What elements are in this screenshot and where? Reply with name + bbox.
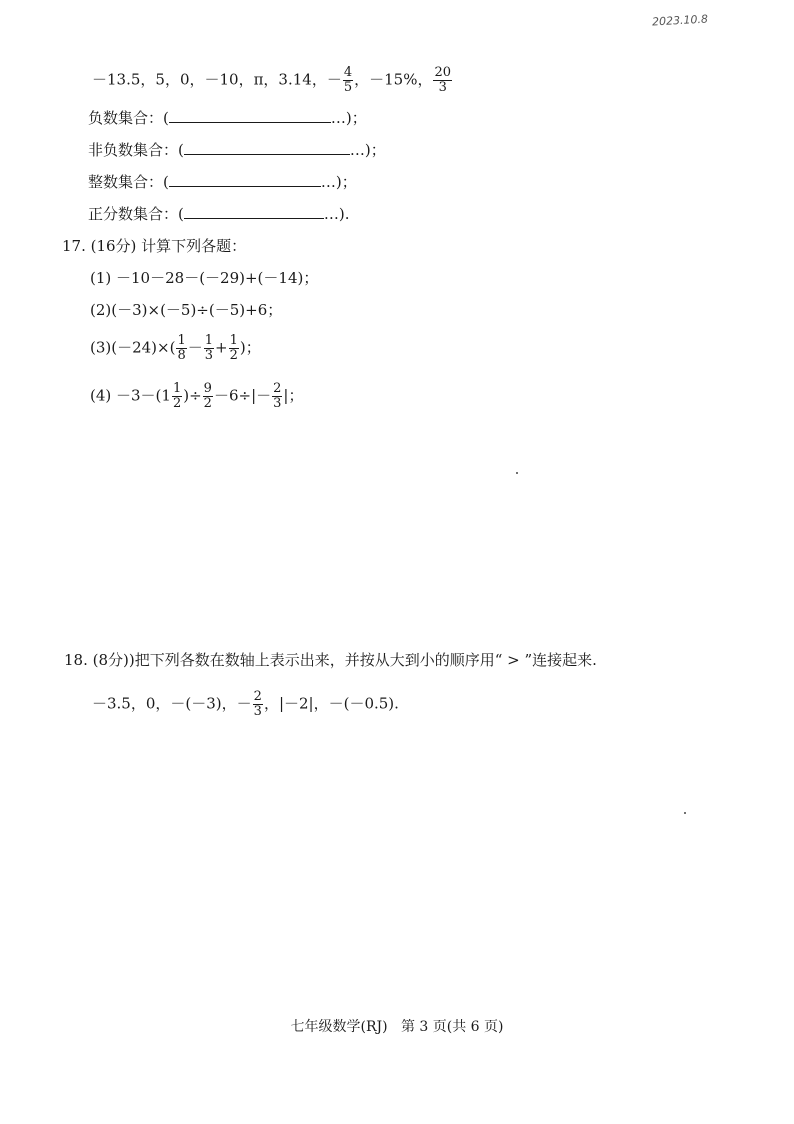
fraction-numerator: 9	[203, 381, 212, 396]
set-end: …).	[323, 205, 350, 223]
q16-number-list	[92, 66, 453, 95]
expr-text: (4) －3－(1	[90, 386, 171, 405]
q17-item-4	[90, 382, 303, 411]
fraction-1-2	[172, 382, 182, 411]
fraction-1-3	[204, 334, 214, 363]
set-label: 整数集合：(	[88, 173, 169, 191]
fraction-numerator: 1	[177, 333, 186, 348]
set-label: 正分数集合：(	[88, 205, 184, 223]
fraction-1-2	[229, 334, 239, 363]
answer-blank[interactable]	[184, 140, 350, 155]
operator: －	[187, 338, 203, 357]
fraction-denominator: 3	[273, 396, 282, 411]
fraction-denominator: 8	[177, 348, 186, 363]
q17-item-2: (2)(－3)×(－5)÷(－5)+6；	[90, 301, 283, 319]
set-end: …)；	[330, 109, 367, 127]
fraction-denominator: 2	[203, 396, 212, 411]
q17-item-1: (1) －10－28－(－29)+(－14)；	[90, 269, 319, 287]
fraction-numerator: 1	[229, 333, 238, 348]
scan-speck	[516, 472, 518, 474]
fraction-numerator: 4	[343, 65, 353, 80]
q18-title: 18. (8分))把下列各数在数轴上表示出来，并按从大到小的顺序用“ > ”连接起来.	[64, 651, 597, 669]
fraction-numerator: 1	[204, 333, 214, 348]
fraction-2-3	[272, 382, 282, 411]
q18-number-list	[92, 690, 399, 719]
q16-numbers-part2: ，－15%，	[354, 70, 433, 89]
positive-fraction-set-line	[88, 204, 349, 224]
fraction-denominator: 3	[253, 704, 262, 719]
fraction-denominator: 5	[343, 80, 353, 95]
q17-title: 17. (16分) 计算下列各题：	[62, 237, 247, 255]
page-footer: 七年级数学(RJ) 第 3 页(共 6 页)	[290, 1019, 504, 1035]
set-label: 负数集合：(	[88, 109, 169, 127]
answer-blank[interactable]	[169, 172, 321, 187]
expr-text: －3.5，0，－(－3)，－	[92, 694, 252, 713]
fraction-denominator: 2	[172, 396, 182, 411]
expr-text: )；	[239, 338, 261, 357]
set-end: …)；	[349, 141, 386, 159]
integer-set-line	[88, 172, 357, 192]
q17-item-3	[90, 334, 261, 363]
fraction-numerator: 2	[253, 689, 262, 704]
expr-text: |；	[283, 386, 304, 405]
fraction-numerator: 20	[434, 65, 452, 80]
fraction-9-2	[203, 382, 213, 411]
fraction-numerator: 2	[273, 381, 282, 396]
fraction-numerator: 1	[172, 381, 182, 396]
expr-text: ，|－2|，－(－0.5).	[263, 694, 399, 713]
set-label: 非负数集合：(	[88, 141, 184, 159]
fraction-denominator: 3	[204, 348, 214, 363]
operator: +	[215, 338, 228, 357]
q16-fraction-4-5	[343, 66, 353, 95]
negative-set-line	[88, 108, 367, 128]
answer-blank[interactable]	[169, 108, 331, 123]
fraction-2-3	[253, 690, 263, 719]
q16-numbers-part1: －13.5，5，0，－10，π，3.14，－	[92, 70, 342, 89]
fraction-1-8	[176, 334, 186, 363]
expr-text: －6÷|－	[213, 386, 272, 405]
q16-fraction-20-3	[433, 66, 452, 95]
scan-speck	[684, 812, 686, 814]
fraction-denominator: 2	[229, 348, 238, 363]
expr-text: (3)(－24)×(	[90, 338, 176, 357]
set-end: …)；	[320, 173, 357, 191]
expr-text: )÷	[183, 386, 202, 405]
answer-blank[interactable]	[184, 204, 324, 219]
handwritten-date: 2023.10.8	[651, 12, 709, 29]
nonnegative-set-line	[88, 140, 386, 160]
fraction-denominator: 3	[438, 80, 447, 95]
